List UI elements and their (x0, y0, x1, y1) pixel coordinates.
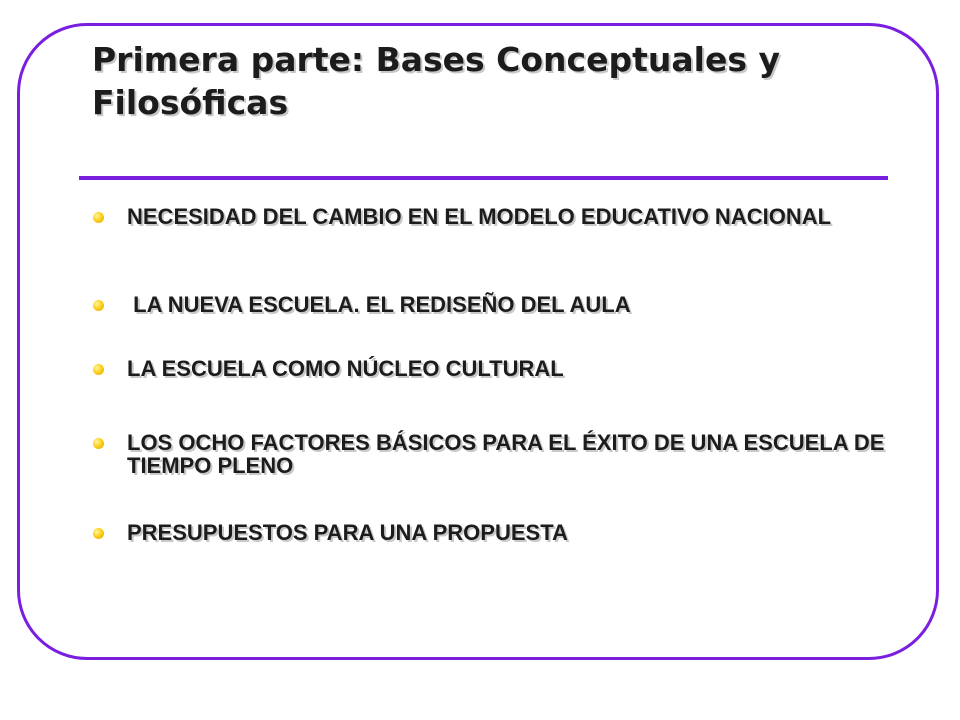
bullet-text: LA NUEVA ESCUELA. EL REDISEÑO DEL AULA (127, 292, 631, 317)
bullet-text: PRESUPUESTOS PARA UNA PROPUESTA (127, 520, 568, 545)
bullet-text: LOS OCHO FACTORES BÁSICOS PARA EL ÉXITO DE UNA ESCUELA DE TIEMPO PLENO (127, 430, 891, 478)
slide-title: Primera parte: Bases Conceptuales y Filosóficas (92, 40, 780, 122)
bullet-text: NECESIDAD DEL CAMBIO EN EL MODELO EDUCATIVO NACIONAL (127, 204, 832, 229)
bullet-icon (93, 438, 104, 449)
bullet-icon (93, 212, 104, 223)
title-divider (79, 176, 888, 180)
bullet-icon (93, 364, 104, 375)
bullet-text: LA ESCUELA COMO NÚCLEO CULTURAL (127, 356, 564, 381)
bullet-icon (93, 300, 104, 311)
bullet-icon (93, 528, 104, 539)
